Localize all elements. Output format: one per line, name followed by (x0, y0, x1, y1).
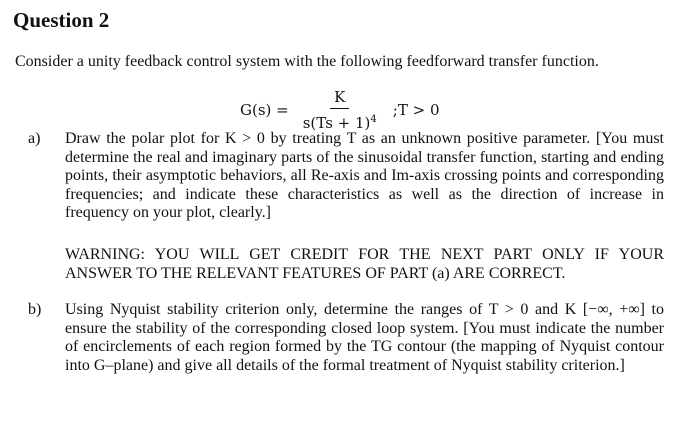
question-intro: Consider a unity feedback control system with the following feedforward transfer function. (15, 53, 599, 70)
part-a-text: Draw the polar plot for K > 0 by treating T as an unknown positive parameter. [You must determine the real and imaginary parts of the sinusoidal transfer function, starting and ending points, their asymptotic behaviors, all Re-axis and Im-axis crossing points and corresponding frequencies; and indicate these characteristics as well as the direction of increase in frequency on your plot, clearly.] (65, 130, 664, 222)
transfer-function-formula (240, 88, 440, 132)
part-b-label: b) (28, 301, 42, 318)
formula-denominator: s(Ts + 1) (302, 114, 371, 132)
formula-denominator-wrap (299, 109, 381, 132)
formula-fraction (299, 88, 381, 132)
formula-exponent: 4 (370, 114, 377, 125)
formula-condition: ;T > 0 (392, 101, 440, 119)
part-a-label: a) (28, 130, 41, 147)
part-b (28, 301, 664, 375)
part-b-text: Using Nyquist stability criterion only, determine the ranges of T > 0 and K [−∞, +∞] to ensure the stability of the corresponding closed loop system. [You must indicate the number of encirclements of each region formed by the TG contour (the mapping of Nyquist contour into G–plane) and give all details of the formal treatment of Nyquist stability criterion.] (65, 301, 664, 374)
formula-numerator: K (330, 88, 349, 109)
warning-text: WARNING: YOU WILL GET CREDIT FOR THE NEXT PART ONLY IF YOUR ANSWER TO THE RELEVANT FEATURES OF PART (a) ARE CORRECT. (65, 246, 664, 282)
part-a (28, 130, 664, 223)
question-title: Question 2 (13, 8, 110, 32)
formula-lhs: G(s) = (240, 101, 289, 119)
